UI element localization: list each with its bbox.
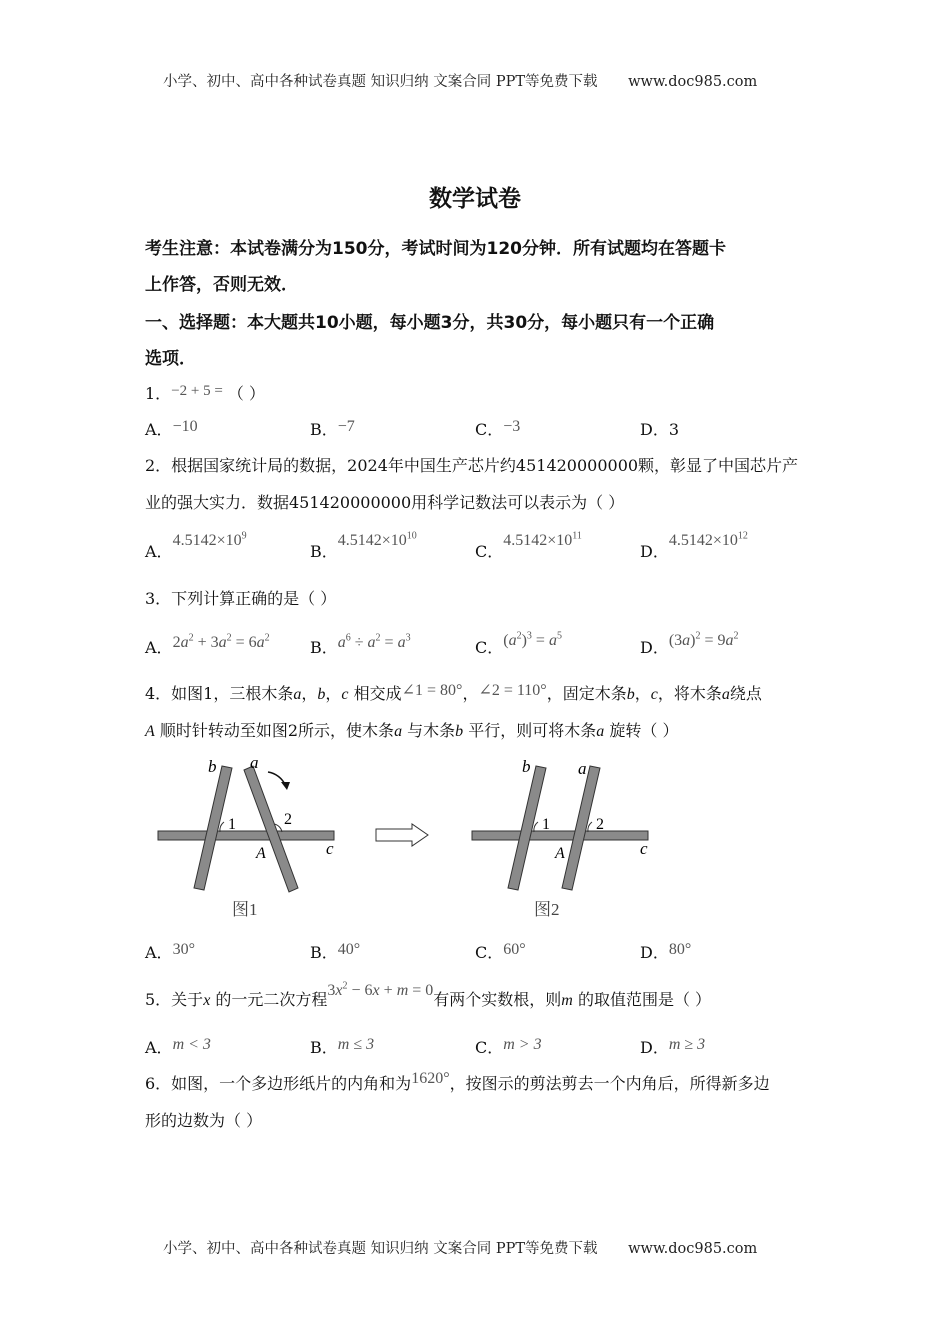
q3-option-a[interactable]: A．$2a^2 + 3a^2 = 6a^2$ [145, 632, 270, 657]
fig2-label-b: b [522, 757, 531, 776]
fig1-stick-c [158, 831, 334, 840]
page-header [163, 70, 757, 91]
page-footer [163, 1237, 757, 1258]
q4-line-1: 4．如图1，三根木条a，b，c 相交成∠1 = 80°，∠2 = 110°，固定木条b，c，将木条a绕点 [145, 682, 762, 703]
fig2-stick-c [472, 831, 648, 840]
q1-number: 1． [145, 384, 172, 403]
fig2-caption: 图2 [534, 900, 560, 919]
fig2-label-2: 2 [596, 816, 604, 833]
fig1-label-A: A [256, 845, 266, 862]
q4-line-2: A 顺时针转动至如图2所示，使木条a 与木条b 平行，则可将木条a 旋转（ ） [145, 721, 679, 740]
q4-figure [150, 752, 660, 924]
page-title: 数学试卷 [429, 186, 521, 212]
q5-option-d[interactable]: D．m ≥ 3 [640, 1036, 706, 1057]
fig1-caption: 图1 [232, 900, 258, 919]
q4-option-a[interactable]: A．30° [145, 941, 195, 962]
q2-option-b[interactable]: B．$4.5142\times 10^{10}$ [310, 530, 417, 561]
q1-option-b[interactable]: B．−7 [310, 418, 355, 439]
q2-option-d[interactable]: D．$4.5142\times 10^{12}$ [640, 530, 748, 561]
q1-option-a[interactable]: A．−10 [145, 418, 198, 439]
header-url[interactable]: www.doc985.com [628, 74, 758, 90]
question-5: 5．关于x 的一元二次方程$3x^2 - 6x + m = 0$有两个实数根，则m 的取值范围是（ ） [145, 980, 712, 1009]
fig1-stick-a [244, 766, 298, 892]
q4-angle-2: ∠2 = 110° [478, 682, 547, 699]
fig1-label-1: 1 [228, 816, 236, 833]
q1-expression: −2 + 5 = [171, 383, 223, 399]
fig2-label-a: a [578, 759, 587, 778]
fig2-label-1: 1 [542, 816, 550, 833]
q3-option-b[interactable]: B．$a^6 \div a^2 = a^3$ [310, 632, 411, 657]
fig1-label-c: c [326, 839, 334, 858]
q1-option-b-value: −7 [337, 418, 355, 435]
section1-line-1: 一、选择题：本大题共10小题，每小题3分，共30分，每小题只有一个正确 [145, 313, 715, 333]
q1-paren: （ ） [227, 384, 266, 403]
q4-angle-1: ∠1 = 80° [401, 682, 463, 699]
q2-line-2: 业的强大实力．数据451420000000用科学记数法可以表示为（ ） [145, 493, 625, 512]
section1-line-2: 选项． [145, 349, 196, 369]
fig2-stick-a [562, 766, 600, 890]
question-1 [145, 381, 265, 404]
fig1-stick-b [194, 766, 232, 890]
q5-option-c[interactable]: C．m > 3 [475, 1036, 542, 1057]
fig1-label-a: a [250, 753, 259, 772]
header-text: 小学、初中、高中各种试卷真题 知识归纳 文案合同 PPT等免费下载 [163, 74, 598, 90]
q3-option-d[interactable]: D．$(3a)^2 = 9a^2$ [640, 630, 739, 657]
q4-option-c[interactable]: C．60° [475, 941, 526, 962]
q1-option-a-value: −10 [172, 418, 198, 435]
fig1-label-2: 2 [284, 811, 292, 828]
q4-option-b[interactable]: B．40° [310, 941, 361, 962]
q1-option-d-value: 3 [668, 420, 680, 439]
q1-option-c-value: −3 [503, 418, 521, 435]
rotation-arrowhead-icon [281, 782, 290, 790]
fig1-label-b: b [208, 757, 217, 776]
q6-line-2: 形的边数为（ ） [145, 1111, 263, 1130]
fig2-label-c: c [640, 839, 648, 858]
transition-arrow-icon [376, 824, 428, 846]
q3-stem: 3．下列计算正确的是（ ） [145, 589, 337, 608]
q2-option-a[interactable]: A．$4.5142\times 10^9$ [145, 530, 247, 561]
q5-option-a[interactable]: A．m < 3 [145, 1036, 211, 1057]
notice-line-2: 上作答，否则无效． [145, 275, 298, 295]
figure-2 [472, 757, 648, 919]
footer-url[interactable]: www.doc985.com [628, 1241, 758, 1257]
figure-1 [158, 753, 334, 919]
footer-text: 小学、初中、高中各种试卷真题 知识归纳 文案合同 PPT等免费下载 [163, 1241, 598, 1257]
q2-option-c[interactable]: C．$4.5142\times 10^{11}$ [475, 530, 582, 561]
q6-line-1: 6．如图，一个多边形纸片的内角和为1620°，按图示的剪法剪去一个内角后，所得新多边 [145, 1070, 770, 1093]
fig2-label-A: A [555, 845, 565, 862]
q4-option-d[interactable]: D．80° [640, 941, 692, 962]
notice-line-1: 考生注意：本试卷满分为150分，考试时间为120分钟．所有试题均在答题卡 [145, 239, 726, 259]
q6-angle: 1620° [411, 1070, 450, 1087]
q3-option-c[interactable]: C．$(a^2)^3 = a^5$ [475, 630, 562, 657]
q1-option-c[interactable]: C．−3 [475, 418, 521, 439]
q1-option-d[interactable]: D．3 [640, 420, 680, 439]
q5-option-b[interactable]: B．m ≤ 3 [310, 1036, 375, 1057]
fig2-stick-b [508, 766, 546, 890]
q2-line-1: 2．根据国家统计局的数据，2024年中国生产芯片约451420000000颗，彰显了中国芯片产 [145, 456, 799, 475]
